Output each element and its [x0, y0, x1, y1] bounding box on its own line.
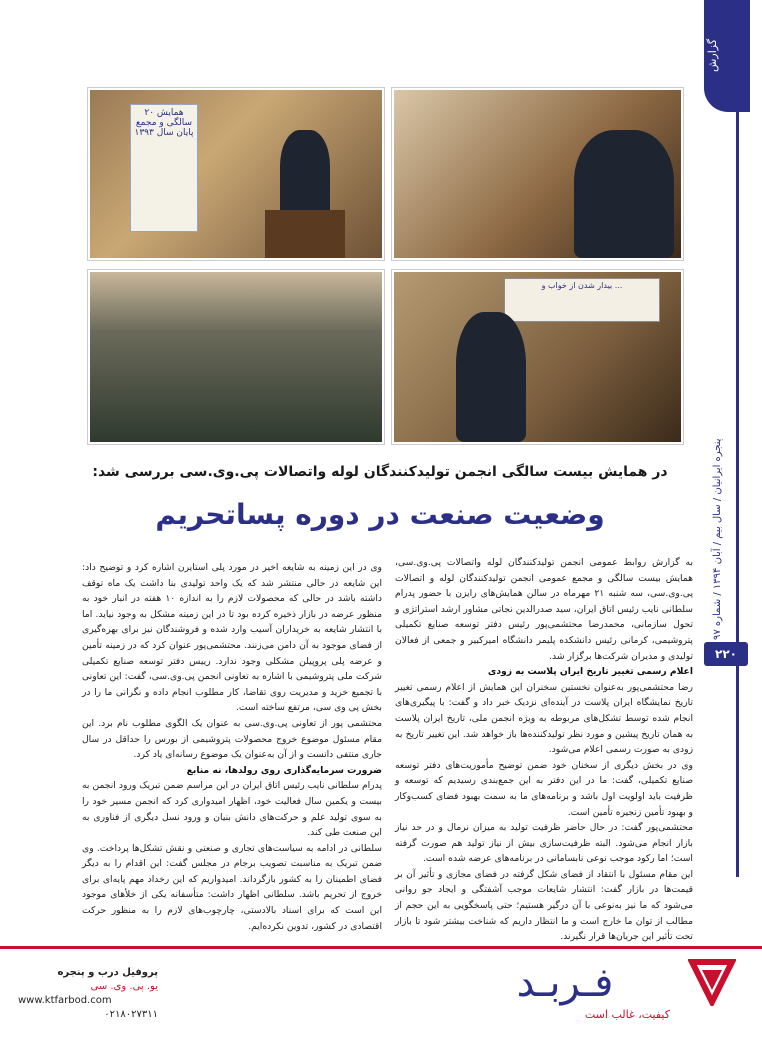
subheading: اعلام رسمی تغییر تاریخ ایران پلاست به زودی	[487, 666, 693, 678]
paragraph: وی در بخش دیگری از سخنان خود ضمن توضیح مأموریت‌های دفتر توسعه صنایع تکمیلی، گفت: ما در این دفتر به این جمع‌بندی رسیدیم که توسعه و ظرفیت باید اولویت اول باشد و برنامه‌های ما به سمت بهبود فضای کسب‌وکار و بهبود تأمین زنجیره تأمین است.	[395, 759, 693, 818]
presentation-screen: بیدار شدن از خواب و ...	[504, 278, 660, 322]
article-kicker: در همایش بیست سالگی انجمن تولیدکنندگان لوله واتصالات پی.وی.سی بررسی شد:	[92, 464, 668, 480]
speaker-figure-2	[574, 130, 674, 258]
ad-tagline-2: یو. پی. وی. سی	[90, 981, 158, 992]
column-left	[82, 560, 382, 930]
issue-info: پنجره ایرانیان / سال بیم / آبان ۱۳۹۴ / شماره ۹۷	[712, 438, 723, 640]
ad-divider	[0, 946, 762, 949]
article-title: وضعیت صنعت در دوره پساتحریم	[155, 498, 605, 531]
paragraph: پدرام سلطانی نایب رئیس اتاق ایران در این مراسم ضمن تبریک ورود انجمن به بیست و یکمین سال فعالیت خود، اظهار امیدواری کرد که انجمن مسیر خود را به سوی تولید علم و حرکت‌های دانش بنیان و ورود نسل دیگری از فناوری به این صنعت طی کند.	[82, 780, 382, 839]
photo-audience	[88, 270, 384, 444]
presenter-figure	[456, 312, 526, 442]
paragraph: وی در این زمینه به شایعه اخیر در مورد پلی استایرن اشاره کرد و توضیح داد: این شایعه در حالی منتشر شد که یک واحد تولیدی بنا داشت یک ماه توقف داشته باشد در حالی که محصولات لازم را به اندازه ۱۰ هفته در انبار خود به منظور عرضه در بازار ذخیره کرده بود تا در این زمینه مشکل به وجود نیاید. اما با انتشار شایعه به خریداران آسیب وارد شده و فروشندگان نیز برای بهره‌گیری از فضای موجود به آن دامن می‌زنند. محتشمی‌پور عنوان کرد که در زمینه تأمین و عرضه پلی پروپیلن مشکلی وجود ندارد. رییس دفتر توسعه صنایع تکمیلی شرکت ملی پتروشیمی با اشاره به تعاونی انجمن پی.وی.سی، گفت: این تعاونی با تجمیع خرید و مدیریت روی تقاضا، کار مطلوب انجام داده و نگرانی ما را در بخش پی وی سی، مرتفع ساخته است.	[82, 562, 382, 714]
ad-slogan: کیفیت، غالب است	[584, 1008, 670, 1021]
photo-presenter-screen	[392, 270, 683, 444]
page-number: ۲۲۰	[704, 642, 748, 666]
photo-speaker-podium	[88, 88, 384, 260]
ad-brand-name: فـربـد	[516, 960, 614, 1006]
subheading: ضرورت سرمایه‌گذاری روی رولدها، نه منابع	[186, 764, 382, 776]
brand-logo-icon	[688, 958, 736, 1006]
paragraph: محتشمی‌پور گفت: در حال حاضر ظرفیت تولید به میزان نرمال و در حد نیاز بازار انجام می‌شود. البته ظرفیت‌سازی بیش از نیاز تولید هم صورت گرفته است؛ اما رکود موجب نوعی نابسامانی در برنامه‌های عرضه شده است.	[395, 822, 693, 865]
paragraph: این مقام مسئول با انتقاد از فضای شکل گرفته در فضای مجازی و تأثیر آن بر قیمت‌ها در بازار گفت: انتشار شایعات موجب آشفتگی و ایجاد جو روانی می‌شود که ما نیز به‌نوعی با آن درگیر هستیم؛ حتی پاسخگویی به این حجم از مطالب از توان ما خارج است و ما انتظار داریم که شناخت بیشتر شود تا بازار تحت تأثیر این جریان‌ها قرار نگیرند.	[395, 868, 693, 943]
paragraph: محتشمی پور از تعاونی پی.وی.سی به عنوان یک الگوی مطلوب نام برد. این مقام مسئول موضوع خروج محصولات پتروشیمی از بورس را حداقل در سال جاری منتفی دانست و از آن به‌عنوان یک موضوع رسانه‌ای یاد کرد.	[82, 717, 382, 761]
column-right	[395, 555, 694, 943]
paragraph: رضا محتشمی‌پور به‌عنوان نخستین سخنران این همایش از اعلام رسمی تغییر تاریخ نمایشگاه ایران پلاست در آینده‌ای نزدیک خبر داد و گفت: با پیگیری‌های انجام شده توسط تشکل‌های مربوطه به ویژه انجمن ملی، تاریخ ایران پلاست به همان تاریخ پیشین و مورد نظر تولیدکننده‌ها باز خواهد شد. این تغییر تاریخ به زودی به صورت رسمی اعلام می‌شود.	[395, 681, 693, 756]
ad-tagline: پروفیل درب و پنجره	[57, 967, 158, 978]
ad-phone: ۰۲۱۸۰۲۷۳۱۱	[104, 1009, 158, 1020]
photo-speaker-closeup	[392, 88, 683, 260]
section-label: گزارش	[706, 38, 719, 72]
event-banner: همایش ۲۰ سالگی و مجمع پایان سال ۱۳۹۳	[130, 104, 198, 232]
ad-contact	[18, 966, 158, 1022]
speaker-figure	[280, 130, 330, 220]
podium	[265, 210, 345, 258]
paragraph: به گزارش روابط عمومی انجمن تولیدکنندگان لوله واتصالات پی.وی.سی، همایش بیست سالگی و مجمع عمومی انجمن تولیدکنندگان لوله و اتصالات پی.وی.سی، سه شنبه ۲۱ مهرماه در سالن همایش‌های رایزن با حضور پدرام سلطانی نایب رئیس اتاق ایران، سید صدرالدین نجاتی مشاور ارشد استراتژی و تحول سازمانی، محمدرضا محتشمی‌پور رئیس دفتر توسعه صنایع تکمیلی پتروشیمی، کرمانی رئیس دانشکده پلیمر دانشگاه امیرکبیر و جمعی از فعالان تولیدی و مدیران شرکت‌ها برگزار شد.	[395, 557, 694, 662]
paragraph: سلطانی در ادامه به سیاست‌های تجاری و صنعتی و نقش تشکل‌ها پرداخت. وی ضمن تبریک به مناسبت تصویب برجام در مجلس گفت: این اقدام را به دیگر فضای اطمینان را به کشور بازگرداند. امیدواریم که این رخداد مهم پایه‌ای برای خروج از تحریم باشد. سلطانی اظهار داشت: متأسفانه یکی از خلأهای موجود این است که برای اسناد بالادستی، چارچوب‌های لازم را به منظور حرکت اقتصادی در کشور، تدوین نکرده‌ایم.	[82, 842, 382, 932]
ad-website[interactable]: www.ktfarbod.com	[18, 995, 112, 1006]
